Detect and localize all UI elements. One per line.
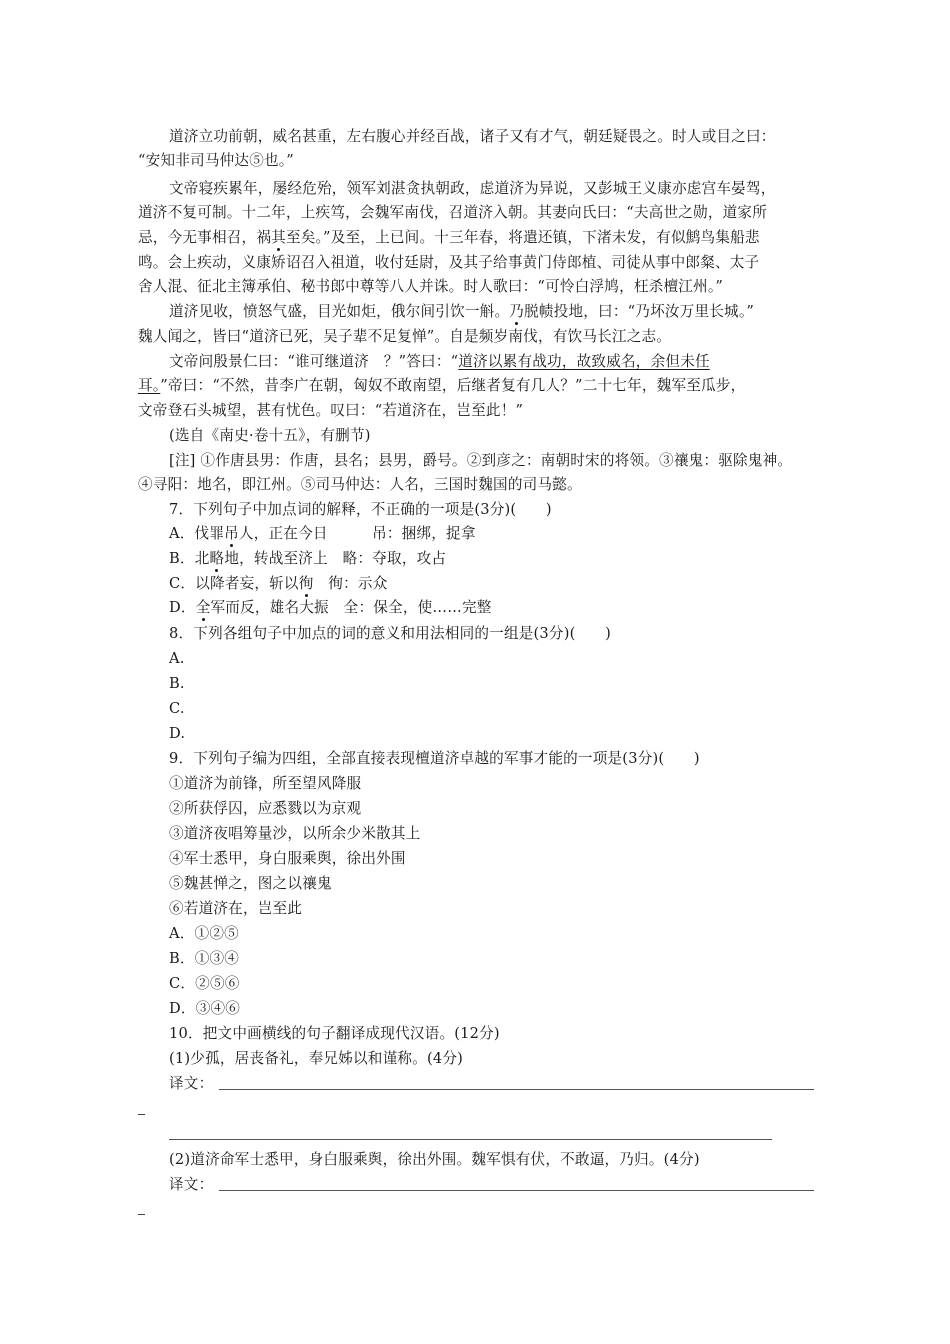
note-line: ④寻阳：地名，即江州。⑤司马仲达：人名，三国时魏国的司马懿。: [138, 476, 582, 493]
dotted-word: 全: [195, 599, 211, 616]
answer-line[interactable]: [219, 1190, 814, 1191]
question-8-option-d: D.: [169, 725, 186, 742]
question-9-item: ③道济夜唱筹量沙，以所余少米散其上: [169, 825, 421, 842]
question-7-stem: 7．下列句子中加点词的解释，不正确的一项是(3分)( ): [169, 501, 552, 518]
question-9-item: ⑥若道济在，岂至此: [169, 900, 303, 917]
passage-line: “安知非司马仲达⑤也。”: [138, 152, 294, 169]
note-line: [注] ①作唐县男：作唐，县名；县男，爵号。②到彦之：南朝时宋的将领。③禳鬼：驱除鬼神。: [169, 452, 793, 469]
passage-line: 道济不复可制。十二年，上疾笃，会魏军南伐，召道济入朝。其妻向氏曰：“夫高世之勋，道家所: [138, 204, 768, 221]
passage-line: 忌，今无事相召，祸其至矣。”及至，上已间。十三年春，将遣还镇，下渚未发，有似鹪鸟集船悲: [138, 229, 760, 246]
question-7-option-c: C．以降者妄，斩以徇 徇：示众: [169, 575, 388, 592]
translation-label: 译文：: [169, 1075, 214, 1092]
underlined-sentence: 耳。: [138, 377, 161, 394]
source-citation: (选自《南史·卷十五》，有删节): [169, 427, 371, 444]
dotted-word: 徇: [298, 575, 314, 592]
question-9-option-c: C．②⑤⑥: [169, 975, 240, 992]
question-8-stem: 8．下列各组句子中加点的词的意义和用法相同的一组是(3分)( ): [169, 625, 611, 642]
passage-line: 鸣。会上疾动，义康矫诏召入祖道，收付廷尉，及其子给事黄门侍郎植、司徒从事中郎粲、太子: [138, 254, 760, 271]
dotted-word: 略: [209, 550, 225, 567]
dotted-word: 其: [271, 229, 286, 246]
passage-line: 道济见收，愤怒气盛，目光如炬，俄尔间引饮一斛。乃脱帻投地，曰：“乃坏汝万里长城。”: [169, 303, 754, 320]
question-10-sentence-2: (2)道济命军士悉甲，身白服乘舆，徐出外围。魏军惧有伏，不敢逼，乃归。(4分): [169, 1151, 700, 1168]
dotted-word: 乃: [509, 303, 525, 320]
answer-line-mark: [138, 1214, 145, 1215]
question-9-item: ⑤魏甚惮之，图之以禳鬼: [169, 875, 332, 892]
passage-line: 魏人闻之，皆曰“道济已死，吴子辈不足复惮”。自是频岁南伐，有饮马长江之志。: [138, 328, 672, 345]
underlined-sentence: 道济以累有战功，故致威名，余但未任: [458, 353, 710, 370]
passage-line: 文帝问殷景仁曰：“谁可继道济 ？”答曰：“道济以累有战功，故致威名，余但未任: [169, 353, 710, 370]
question-9-option-a: A．①②⑤: [169, 925, 239, 942]
question-7-option-a: A．伐罪吊人，正在今日 吊：捆绑，捉拿: [169, 525, 476, 542]
question-9-item: ②所获俘囚，应悉戮以为京观: [169, 800, 362, 817]
question-9-item: ①道济为前锋，所至望风降服: [169, 775, 362, 792]
answer-line-mark: [138, 1114, 145, 1115]
question-9-item: ④军士悉甲，身白服乘舆，徐出外围: [169, 850, 406, 867]
dotted-word: 吊: [224, 525, 239, 542]
passage-line: 道济立功前朝，威名甚重，左右腹心并经百战，诸子又有才气，朝廷疑畏之。时人或目之曰：: [169, 128, 776, 145]
passage-line: 文帝登石头城望，甚有忧色。叹曰：“若道济在，岂至此！”: [138, 402, 524, 419]
question-10-stem: 10．把文中画横线的句子翻译成现代汉语。(12分): [169, 1025, 500, 1042]
question-8-option-b: B.: [169, 675, 185, 692]
question-9-option-b: B．①③④: [169, 950, 240, 967]
question-9-option-d: D．③④⑥: [169, 1000, 241, 1017]
question-8-option-a: A.: [169, 650, 185, 667]
passage-line: 舍人混、征北主簿承伯、秘书郎中尊等八人并诛。时人歌曰：“可怜白浮鸠，枉杀檀江州。”: [138, 278, 723, 295]
question-10-sentence-1: (1)少孤，居丧备礼，奉兄姊以和谨称。(4分): [169, 1050, 464, 1067]
translation-label: 译文：: [169, 1176, 214, 1193]
question-7-option-d: D．全军而反，雄名大振 全：保全，使……完整: [169, 599, 492, 616]
passage-line: 文帝寝疾累年，屡经危殆，领军刘湛贪执朝政，虑道济为异说，又彭城王义康亦虑宫车晏驾，: [169, 180, 776, 197]
passage-line: 耳。”帝曰：“不然，昔李广在朝，匈奴不敢南望，后继者复有几人？”二十七年，魏军至瓜步，: [138, 377, 746, 394]
answer-line[interactable]: [219, 1089, 814, 1090]
question-8-option-c: C.: [169, 700, 185, 717]
answer-line[interactable]: [169, 1139, 772, 1140]
question-9-stem: 9．下列句子编为四组，全部直接表现檀道济卓越的军事才能的一项是(3分)( ): [169, 750, 700, 767]
question-7-option-b: B．北略地，转战至济上 略：夺取，攻占: [169, 550, 447, 567]
